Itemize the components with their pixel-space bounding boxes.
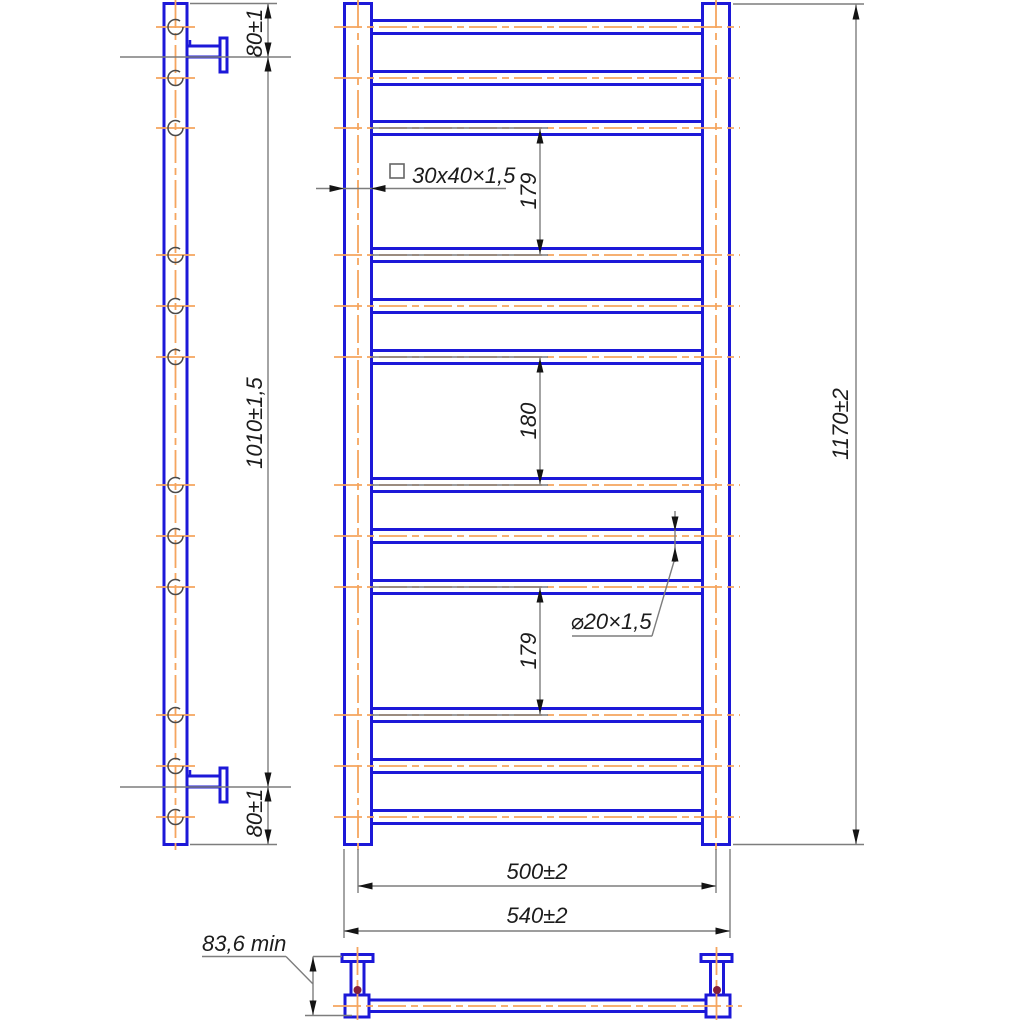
bottom-view	[202, 931, 742, 1023]
arrowhead	[265, 773, 272, 788]
arrowhead	[265, 57, 272, 72]
dim-wall-clearance: 83,6 min	[202, 931, 287, 956]
fastener-dot	[354, 986, 362, 994]
bracket-flange	[220, 768, 227, 802]
dim-bracket-offset-bottom: 80±1	[242, 788, 267, 838]
dim-bracket-spacing: 1010±1,5	[242, 377, 267, 469]
arrowhead	[537, 700, 544, 715]
dim-gap-bottom: 179	[516, 632, 541, 670]
side-view	[120, 0, 291, 851]
bracket-stem	[187, 46, 220, 57]
arrowhead	[702, 883, 717, 890]
dim-rail-profile: 30x40×1,5	[412, 163, 516, 188]
dim-rail-center-width: 500±2	[506, 859, 568, 884]
wall-bracket-bottom	[187, 768, 227, 802]
dim-gap-middle: 180	[516, 402, 541, 440]
arrowhead	[716, 928, 731, 935]
dim-bracket-offset-top: 80±1	[242, 8, 267, 58]
front-view	[316, 0, 864, 938]
arrowhead	[310, 957, 317, 972]
arrowhead	[310, 1001, 317, 1016]
dim-overall-height: 1170±2	[828, 388, 853, 460]
arrowhead	[537, 240, 544, 255]
bracket-stem	[187, 776, 220, 787]
arrowhead	[853, 5, 860, 20]
wall-bracket-top	[187, 38, 227, 72]
dim-lines	[202, 957, 352, 1016]
arrowhead	[537, 358, 544, 373]
arrowhead	[537, 129, 544, 144]
width-dimensions	[344, 849, 730, 938]
arrowhead	[358, 883, 373, 890]
height-dimension	[733, 4, 864, 845]
arrowhead	[371, 185, 386, 192]
clearance-dimension	[202, 931, 352, 1016]
arrowhead	[853, 830, 860, 845]
dim-rung-tube: ⌀20×1,5	[570, 609, 652, 634]
spacing-dimensions	[371, 128, 548, 715]
bracket-flange	[220, 38, 227, 72]
dim-overall-width: 540±2	[506, 903, 568, 928]
square-profile-icon	[390, 164, 404, 178]
arrowhead	[537, 588, 544, 603]
arrowhead	[537, 470, 544, 485]
arrowhead	[344, 928, 359, 935]
arrowhead	[672, 547, 679, 562]
side-dimensions	[120, 4, 291, 845]
dim-gap-top: 179	[516, 172, 541, 210]
arrowhead	[330, 185, 345, 192]
fastener-dot	[713, 986, 721, 994]
